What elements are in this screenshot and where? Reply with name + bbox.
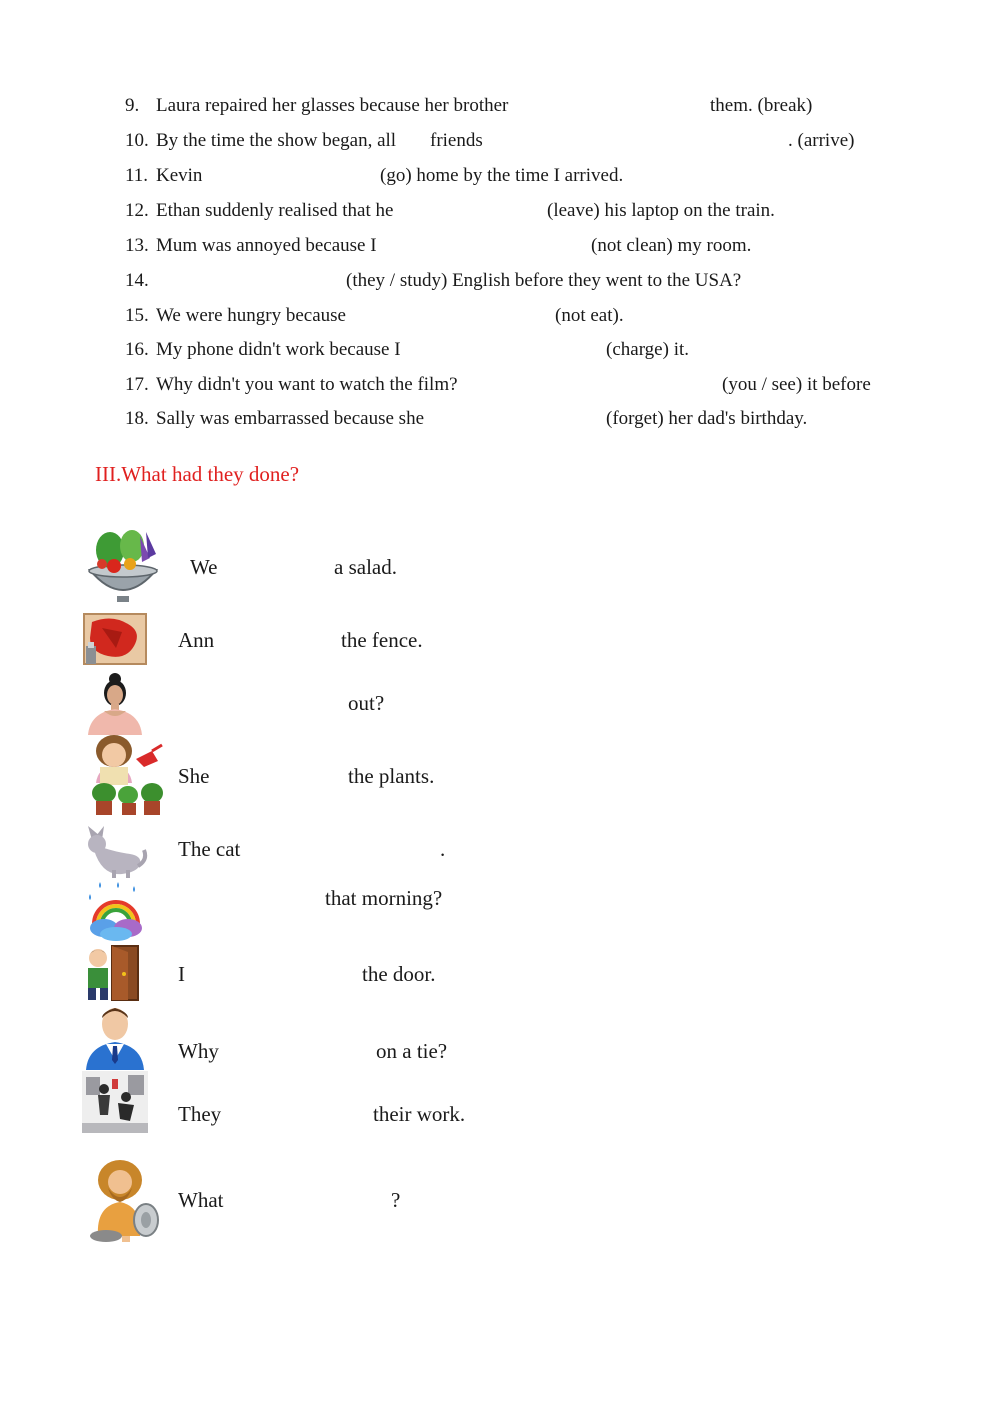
man-at-door-icon — [82, 944, 148, 1002]
item-text: Kevin — [156, 165, 203, 186]
sentence-end: out? — [348, 691, 385, 715]
item-hint: (charge) it. — [606, 339, 689, 360]
item-text: Why didn't you want to watch the film? — [156, 374, 458, 395]
item-text: friends — [430, 130, 483, 151]
item-hint: (go) home by the time I arrived. — [380, 165, 624, 186]
item-text: Sally was embarrassed because she — [156, 408, 425, 429]
item-hint: (not eat). — [555, 305, 624, 326]
sentence-end: on a tie? — [376, 1039, 448, 1063]
sentence-start: They — [178, 1102, 222, 1126]
sentence-start: She — [178, 764, 210, 788]
item-number: 14. — [125, 270, 149, 291]
item-hint: (forget) her dad's birthday. — [606, 408, 808, 429]
item-hint: (not clean) my room. — [591, 235, 752, 256]
item-hint: . (arrive) — [788, 130, 855, 151]
item-number: 17. — [125, 374, 149, 395]
item-number: 16. — [125, 339, 149, 360]
sentence-start: Ann — [178, 628, 215, 652]
sentence-start: What — [178, 1188, 224, 1212]
sentence-end: the plants. — [348, 764, 435, 788]
item-text: Ethan suddenly realised that he — [156, 200, 394, 221]
item-text: We were hungry because — [156, 305, 346, 326]
sentence-start: I — [178, 962, 185, 986]
girl-watering-plants-icon — [82, 733, 166, 817]
section-title: III.What had they done? — [95, 462, 300, 486]
item-text: My phone didn't work because I — [156, 339, 401, 360]
sentence-start: Why — [178, 1039, 219, 1063]
item-number: 13. — [125, 235, 149, 256]
item-number: 18. — [125, 408, 149, 429]
item-number: 12. — [125, 200, 149, 221]
item-text: Mum was annoyed because I — [156, 235, 377, 256]
sentence-end: ? — [391, 1188, 401, 1212]
item-number: 11. — [125, 165, 149, 186]
item-number: 9. — [125, 95, 140, 116]
woman-icon — [82, 671, 148, 735]
item-number: 15. — [125, 305, 149, 326]
item-text: By the time the show began, all — [156, 130, 397, 151]
sentence-start: We — [190, 555, 218, 579]
sentence-end: . — [440, 837, 446, 861]
sentence-end: their work. — [373, 1102, 466, 1126]
painted-fence-icon — [82, 612, 148, 666]
item-hint: (leave) his laptop on the train. — [547, 200, 775, 221]
sentence-end: that morning? — [325, 886, 443, 910]
item-hint: (you / see) it before — [722, 374, 871, 395]
sentence-end: a salad. — [334, 555, 397, 579]
item-hint: them. (break) — [710, 95, 813, 116]
sentence-end: the door. — [362, 962, 436, 986]
item-text: Laura repaired her glasses because her brother — [156, 95, 509, 116]
item-hint: (they / study) English before they went to the USA? — [346, 270, 742, 291]
caveman-icon — [82, 1156, 164, 1244]
sentence-end: the fence. — [341, 628, 423, 652]
businessman-tie-icon — [82, 1004, 148, 1070]
item-number: 10. — [125, 130, 149, 151]
cat-icon — [82, 820, 148, 880]
salad-bowl-icon — [82, 528, 164, 604]
sentence-start: The cat — [178, 837, 241, 861]
rain-rainbow-icon — [82, 880, 148, 942]
people-working-icon — [82, 1071, 148, 1133]
